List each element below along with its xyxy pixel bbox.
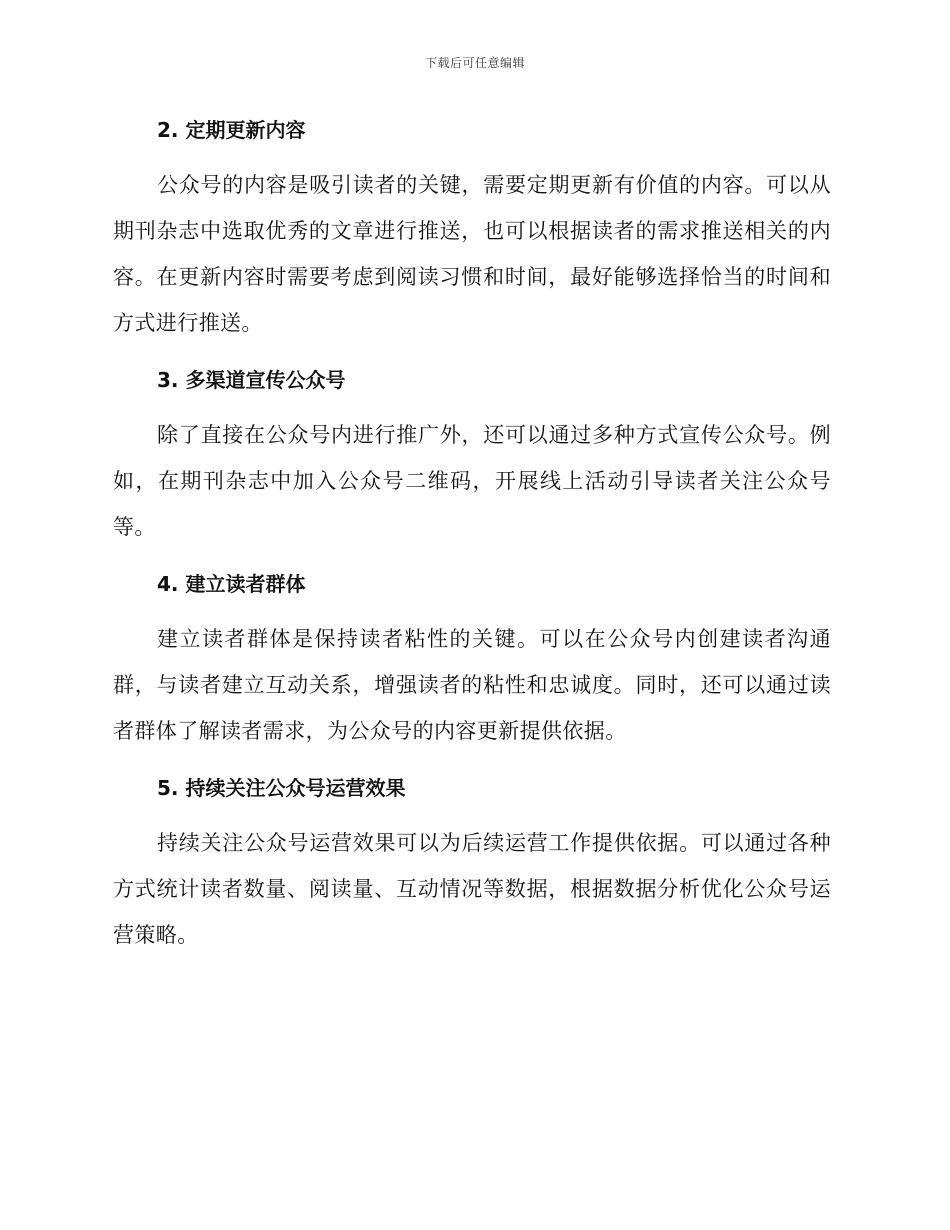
section-heading: 5. 持续关注公众号运营效果 [157, 776, 406, 800]
section-paragraph: 建立读者群体是保持读者粘性的关键。可以在公众号内创建读者沟通群，与读者建立互动关系，增强读者的粘性和忠诚度。同时，还可以通过读者群体了解读者需求，为公众号的内容更新提供依据。 [113, 627, 831, 743]
section-paragraph: 持续关注公众号运营效果可以为后续运营工作提供依据。可以通过各种方式统计读者数量、阅读量、互动情况等数据，根据数据分析优化公众号运营策略。 [113, 831, 831, 947]
section-heading: 2. 定期更新内容 [157, 118, 306, 142]
section-heading: 3. 多渠道宣传公众号 [157, 368, 346, 392]
section-paragraph: 公众号的内容是吸引读者的关键，需要定期更新有价值的内容。可以从期刊杂志中选取优秀的文章进行推送，也可以根据读者的需求推送相关的内容。在更新内容时需要考虑到阅读习惯和时间，最好能够选择恰当的时间和方式进行推送。 [113, 173, 831, 335]
section-5 [113, 770, 831, 958]
section-2 [113, 112, 831, 346]
document-body [113, 112, 831, 974]
section-4 [113, 566, 831, 754]
section-3 [113, 362, 831, 550]
section-paragraph: 除了直接在公众号内进行推广外，还可以通过多种方式宣传公众号。例如，在期刊杂志中加入公众号二维码，开展线上活动引导读者关注公众号等。 [113, 423, 831, 539]
section-heading: 4. 建立读者群体 [157, 572, 306, 596]
header-note: 下载后可任意编辑 [424, 56, 525, 70]
